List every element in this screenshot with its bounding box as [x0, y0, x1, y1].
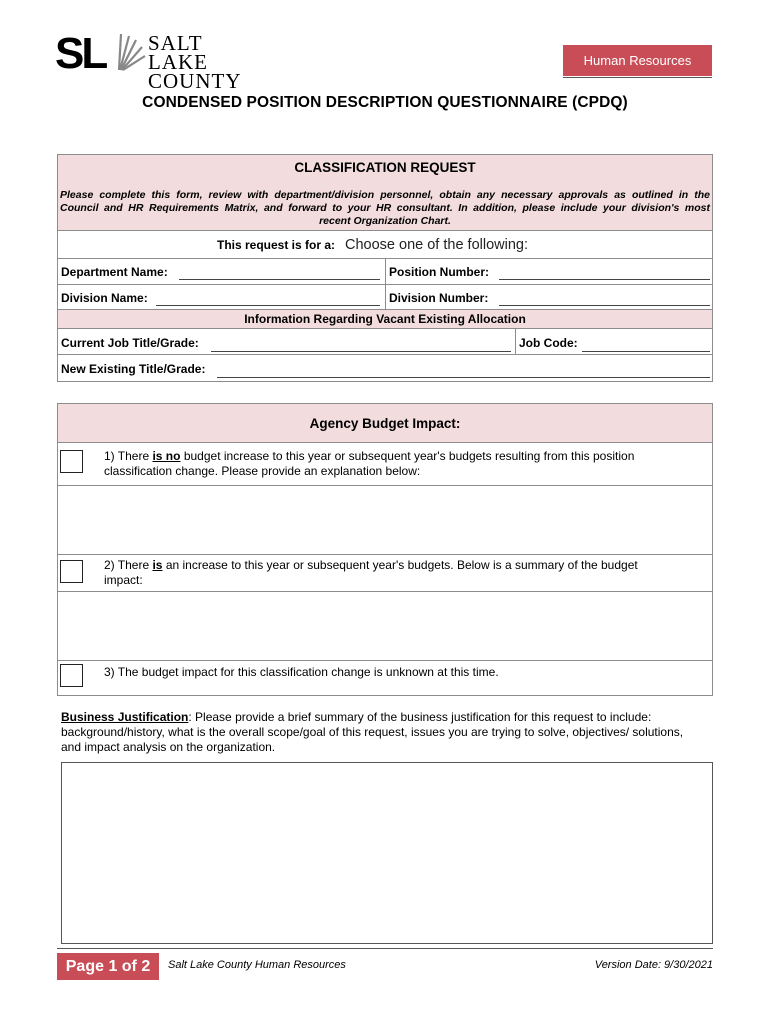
footer-version-date: Version Date: 9/30/2021 — [594, 959, 713, 971]
division-number-label: Division Number: — [389, 291, 489, 305]
department-row — [57, 259, 713, 285]
logo-mark: SL — [55, 29, 106, 78]
budget-option-1-checkbox[interactable] — [60, 450, 83, 473]
job-code-field[interactable] — [582, 351, 710, 352]
budget-option-1-text: 1) There is no budget increase to this year or subsequent year's budgets resulting from this position classification change. Please provide an explanation below: — [104, 449, 635, 478]
vacant-allocation-heading: Information Regarding Vacant Existing Allocation — [57, 310, 713, 329]
department-name-label: Department Name: — [61, 265, 168, 279]
document-title: CONDENSED POSITION DESCRIPTION QUESTIONNAIRE (CPDQ) — [142, 94, 628, 111]
division-number-field[interactable] — [499, 305, 710, 306]
position-number-label: Position Number: — [389, 265, 490, 279]
sunburst-icon — [117, 32, 147, 72]
current-job-title-label: Current Job Title/Grade: — [61, 336, 199, 350]
position-number-field[interactable] — [499, 279, 710, 280]
current-job-title-field[interactable] — [211, 351, 511, 352]
department-badge: Human Resources — [563, 45, 712, 76]
business-justification-input[interactable] — [61, 762, 713, 944]
request-type-row — [57, 231, 713, 259]
logo-wordmark: SALT LAKE COUNTY — [148, 31, 242, 93]
new-title-label: New Existing Title/Grade: — [61, 362, 206, 376]
budget-impact-section — [57, 403, 713, 696]
footer-organization: Salt Lake County Human Resources — [168, 959, 346, 971]
current-job-row — [57, 329, 713, 355]
classification-header — [57, 154, 713, 231]
division-name-field[interactable] — [156, 305, 380, 306]
business-justification-prompt: Business Justification: Please provide a brief summary of the business justification for this request to include: background/history, what is the overall scope/goal of this request, issues you are trying to solve, objectives/ solutions, and impact analysis on the organization. — [61, 710, 684, 754]
classification-instructions: Please complete this form, review with department/division personnel, obtain any necessary approvals as outlined in the Council and HR Requirements Matrix, and forward to your HR consultant. In addition, please include your division's most recent Organization Chart. — [60, 189, 710, 227]
page-indicator: Page 1 of 2 — [57, 953, 159, 980]
department-name-field[interactable] — [179, 279, 380, 280]
budget-option-2-checkbox[interactable] — [60, 560, 83, 583]
county-logo — [55, 29, 265, 93]
budget-option-2-text: 2) There is an increase to this year or subsequent year's budgets. Below is a summary of the budget impact: — [104, 558, 638, 587]
division-name-label: Division Name: — [61, 291, 148, 305]
header-rule — [563, 77, 712, 78]
budget-option-1-explanation[interactable] — [58, 486, 712, 554]
request-type-label: This request is for a: — [217, 238, 336, 252]
job-code-label: Job Code: — [519, 336, 578, 350]
classification-heading: CLASSIFICATION REQUEST — [294, 160, 476, 175]
request-type-select[interactable]: Choose one of the following: — [345, 237, 528, 253]
new-title-row — [57, 355, 713, 382]
budget-option-3-checkbox[interactable] — [60, 664, 83, 687]
budget-heading: Agency Budget Impact: — [58, 404, 712, 443]
footer-rule — [57, 948, 713, 949]
business-justification-label: Business Justification — [61, 710, 189, 724]
budget-option-2-summary[interactable] — [58, 592, 712, 660]
new-title-field[interactable] — [217, 377, 710, 378]
budget-option-3-text: 3) The budget impact for this classification change is unknown at this time. — [104, 665, 499, 679]
division-row — [57, 285, 713, 310]
